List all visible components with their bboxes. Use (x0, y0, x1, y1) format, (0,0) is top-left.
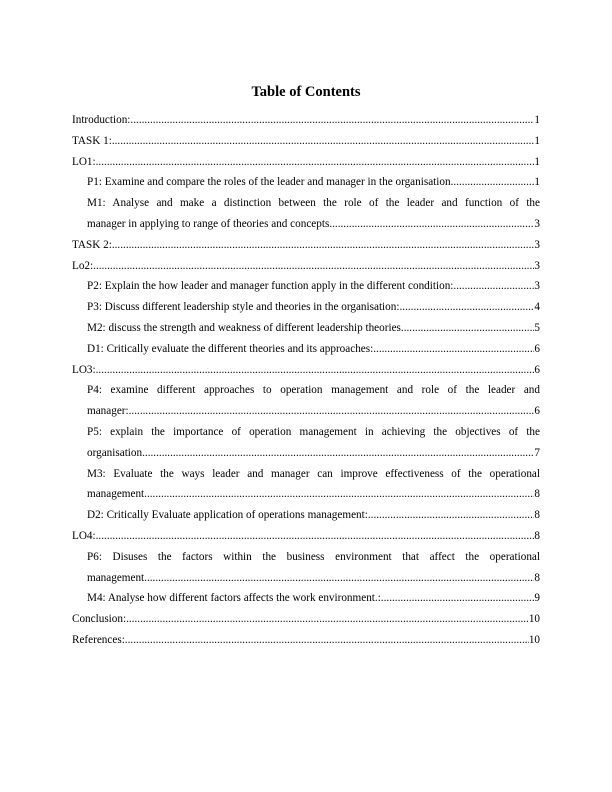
toc-entry-label: TASK 1: (72, 134, 112, 147)
toc-entry-m1-line1[interactable]: M1: Analyse and make a distinction between the role of the leader and function of the (87, 197, 540, 210)
toc-entry-page: 6 (534, 342, 540, 355)
toc-entry-p4-line1[interactable]: P4: examine different approaches to operation management and role of the leader and (87, 384, 540, 397)
toc-entry-task2[interactable] (72, 235, 540, 256)
toc-entry-label: Introduction: (72, 114, 131, 126)
toc-leader-dots (144, 484, 534, 505)
toc-entry-page: 1 (534, 134, 540, 147)
toc-entry-lo3[interactable] (72, 360, 540, 381)
toc-leader-dots (142, 443, 534, 464)
toc-entry-p3[interactable] (72, 297, 540, 318)
toc-entry-conclusion[interactable] (72, 609, 540, 630)
toc-entry-label: M4: Analyse how different factors affects the work environment.: (87, 592, 381, 605)
toc-entry-page: 3 (534, 238, 540, 251)
toc-entry-m3-line1[interactable]: M3: Evaluate the ways leader and manager can improve effectiveness of the operational (87, 467, 540, 480)
toc-entry-d2[interactable] (72, 505, 540, 526)
toc-entry-label: manager: (87, 405, 129, 418)
toc-entry-label: D2: Critically Evaluate application of operations management: (87, 509, 368, 522)
toc-entry-page: 8 (534, 509, 540, 522)
toc-entry-d1[interactable] (72, 339, 540, 360)
toc-leader-dots (329, 214, 534, 235)
toc-entry-m2[interactable] (72, 318, 540, 339)
toc-entry-page: 3 (534, 259, 540, 272)
toc-leader-dots (112, 235, 535, 256)
toc-entry-page: 3 (534, 280, 540, 293)
toc-leader-dots (112, 131, 535, 152)
toc-entry-references[interactable] (72, 630, 540, 651)
toc-leader-dots (93, 256, 534, 277)
toc-leader-dots (381, 588, 535, 609)
toc-entry-p5[interactable] (72, 443, 540, 464)
toc-entry-p6[interactable] (72, 568, 540, 589)
toc-entry-page: 4 (534, 301, 540, 314)
toc-entry-label: M2: discuss the strength and weakness of different leadership theories (87, 321, 401, 334)
toc-leader-dots (451, 172, 535, 193)
toc-entry-page: 10 (528, 633, 540, 646)
toc-entry-page: 8 (534, 488, 540, 501)
toc-entry-lo4[interactable] (72, 526, 540, 547)
toc-entry-page: 1 (534, 114, 540, 126)
toc-entry-page: 8 (534, 529, 540, 542)
toc-entry-label: manager in applying to range of theories and concepts (87, 217, 330, 230)
toc-title: Table of Contents (251, 84, 361, 100)
toc-entry-page: 3 (534, 217, 540, 230)
toc-entry-label: management (87, 488, 145, 501)
toc-leader-dots (125, 630, 529, 651)
toc-entry-label: management (87, 571, 145, 584)
toc-entry-page: 6 (534, 363, 540, 376)
toc-leader-dots (368, 505, 535, 526)
toc-leader-dots (373, 339, 534, 360)
toc-entry-label: P1: Examine and compare the roles of the leader and manager in the organisation (87, 176, 451, 189)
toc-entry-page: 7 (534, 446, 540, 459)
toc-entry-task1[interactable] (72, 131, 540, 152)
toc-entry-label: LO4: (72, 529, 96, 542)
toc-entry-lo2[interactable] (72, 256, 540, 277)
toc-leader-dots (96, 526, 535, 547)
toc-entry-page: 6 (534, 405, 540, 418)
toc-entry-label: TASK 2: (72, 238, 112, 251)
toc-entry-p5-line1[interactable]: P5: explain the importance of operation management in achieving the objectives of the (87, 425, 540, 438)
toc-leader-dots (129, 401, 535, 422)
toc-entry-page: 1 (534, 155, 540, 168)
toc-entry-page: 9 (534, 592, 540, 605)
toc-entry-label: P2: Explain the how leader and manager function apply in the different condition: (87, 280, 454, 293)
toc-entry-m1[interactable] (72, 214, 540, 235)
toc-entry-label: P3: Discuss different leadership style and theories in the organisation: (87, 301, 400, 314)
toc-entry-m3[interactable] (72, 484, 540, 505)
toc-leader-dots (96, 152, 535, 173)
toc-entry-label: References: (72, 633, 125, 646)
toc-leader-dots (453, 276, 534, 297)
toc-leader-dots (130, 110, 534, 131)
toc-entry-p2[interactable] (72, 276, 540, 297)
toc-entry-label: organisation (87, 446, 143, 459)
toc-entry-label: LO3: (72, 363, 96, 376)
toc-entry-label: LO1: (72, 155, 96, 168)
table-of-contents (72, 110, 540, 651)
toc-entry-page: 10 (528, 613, 540, 626)
toc-leader-dots (126, 609, 529, 630)
toc-entry-page: 1 (534, 176, 540, 189)
toc-leader-dots (401, 318, 535, 339)
toc-entry-label: Lo2: (72, 259, 94, 272)
toc-leader-dots (96, 360, 535, 381)
toc-entry-label: D1: Critically evaluate the different theories and its approaches: (87, 342, 374, 355)
toc-entry-introduction[interactable] (72, 110, 540, 131)
toc-leader-dots (144, 568, 534, 589)
toc-entry-label: Conclusion: (72, 613, 127, 626)
toc-leader-dots (399, 297, 534, 318)
toc-entry-page: 5 (534, 321, 540, 334)
toc-entry-lo1[interactable] (72, 152, 540, 173)
toc-entry-p4[interactable] (72, 401, 540, 422)
toc-entry-m4[interactable] (72, 588, 540, 609)
toc-entry-p1[interactable] (72, 172, 540, 193)
toc-entry-p6-line1[interactable]: P6: Disuses the factors within the business environment that affect the operational (87, 550, 540, 563)
toc-entry-page: 8 (534, 571, 540, 584)
